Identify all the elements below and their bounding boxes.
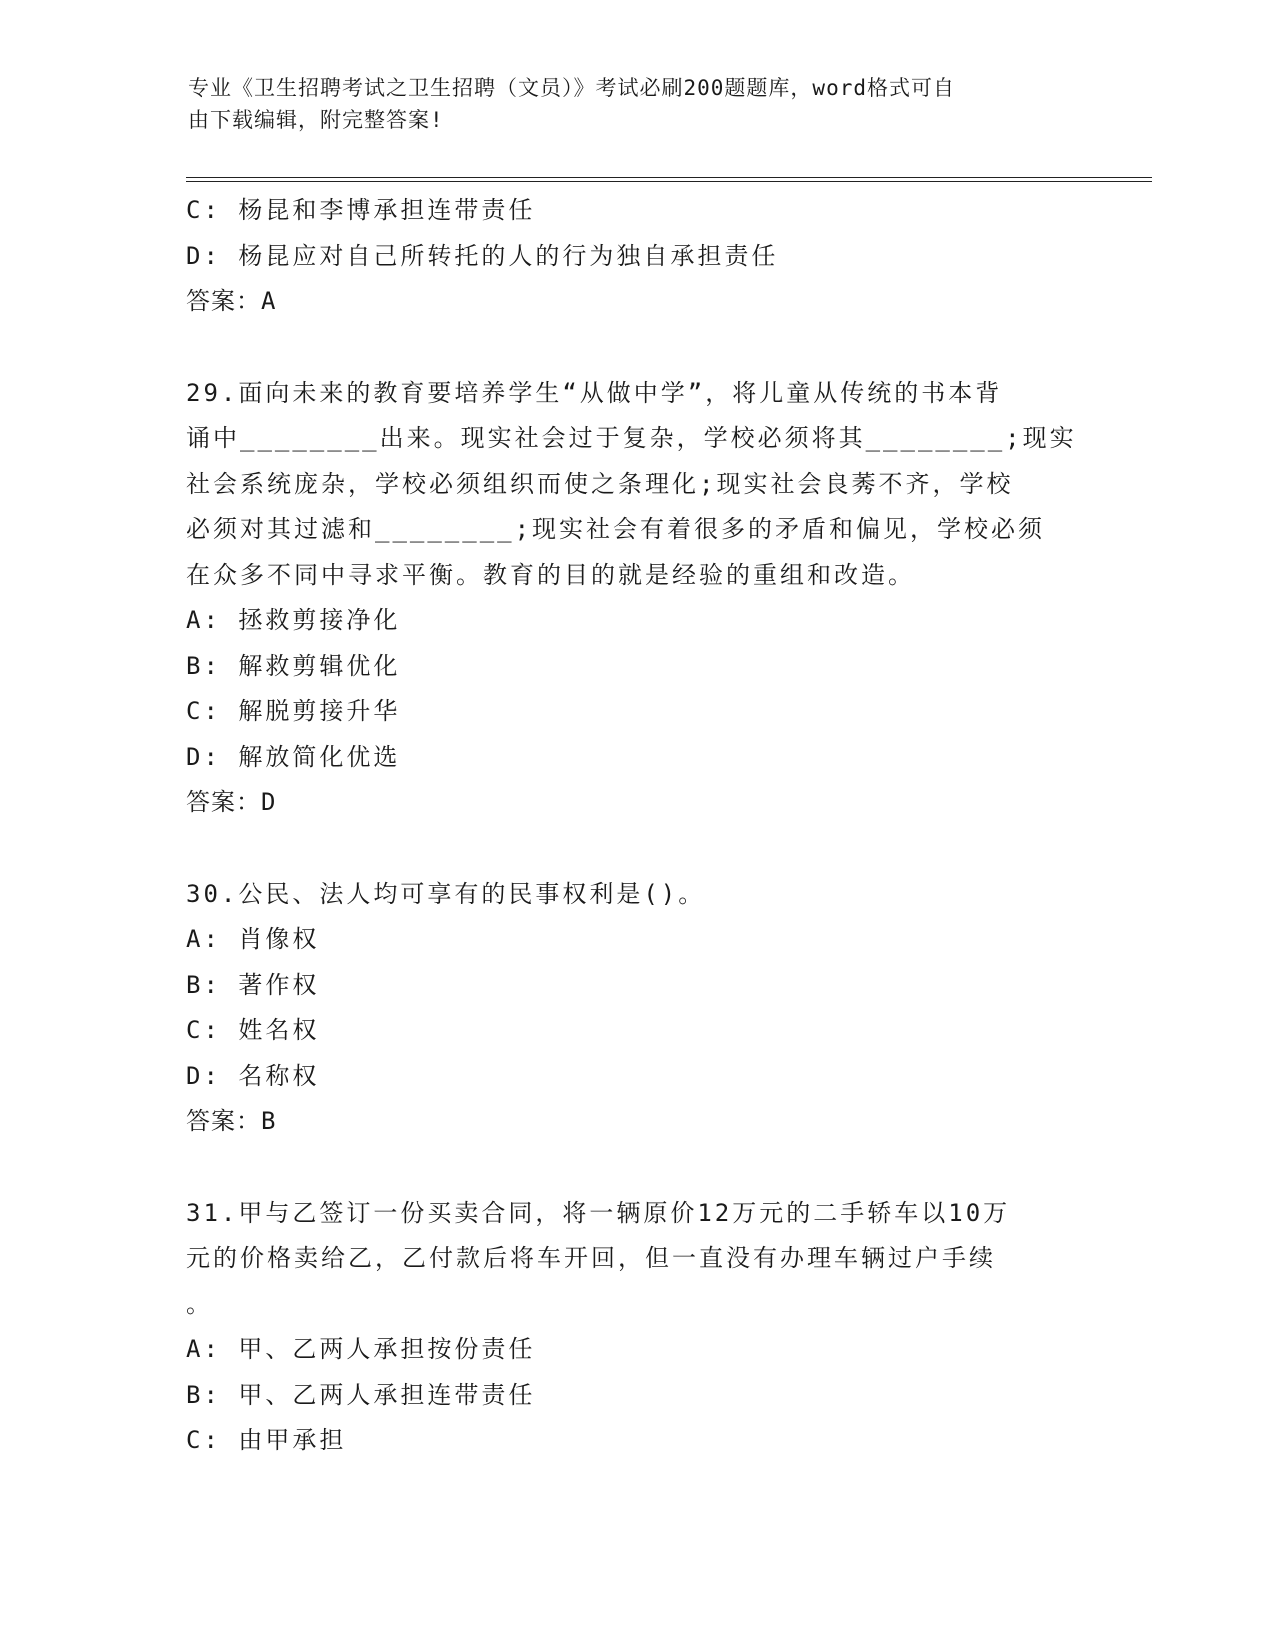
option-a (186, 1327, 1086, 1373)
option-text: 解放简化优选 (238, 742, 401, 771)
option-b (186, 1373, 1086, 1419)
answer-label: 答案： (186, 287, 261, 315)
option-key: C: (186, 1016, 221, 1044)
option-text: 名称权 (238, 1061, 320, 1090)
answer-value: D (261, 788, 279, 816)
option-text: 肖像权 (238, 925, 320, 953)
header-line-2: 由下载编辑，附完整答案! (188, 108, 444, 132)
option-d (186, 735, 1086, 781)
option-key: A: (186, 1335, 221, 1363)
option-c (186, 689, 1086, 735)
option-b (186, 644, 1086, 690)
question-28-tail (186, 188, 1086, 325)
option-text: 甲、乙两人承担按份责任 (238, 1335, 536, 1363)
option-text: 甲、乙两人承担连带责任 (238, 1380, 536, 1409)
option-c (186, 1008, 1086, 1054)
option-key: D: (186, 742, 221, 771)
option-key: C: (186, 1426, 221, 1454)
question-31 (186, 1191, 1086, 1464)
option-key: B: (186, 970, 221, 999)
question-text-line: 社会系统庞杂，学校必须组织而使之条理化;现实社会良莠不齐，学校 (186, 469, 1014, 498)
option-a (186, 598, 1086, 644)
answer (186, 279, 1086, 325)
option-key: C: (186, 196, 221, 224)
option-key: D: (186, 1061, 221, 1090)
option-key: A: (186, 606, 221, 634)
answer-label: 答案： (186, 788, 261, 816)
option-a (186, 917, 1086, 963)
answer-label: 答案： (186, 1107, 261, 1135)
header-line-1: 专业《卫生招聘考试之卫生招聘（文员）》考试必刷200题题库，word格式可自 (188, 76, 955, 100)
option-text: 姓名权 (238, 1016, 320, 1044)
option-d (186, 1054, 1086, 1100)
answer (186, 1099, 1086, 1145)
question-30 (186, 872, 1086, 1145)
option-text: 杨昆和李博承担连带责任 (238, 196, 536, 224)
option-key: C: (186, 697, 221, 725)
question-text-line: 。 (186, 1289, 213, 1318)
option-text: 由甲承担 (238, 1426, 347, 1454)
answer-value: A (261, 287, 279, 315)
option-c (186, 1418, 1086, 1464)
option-key: B: (186, 651, 221, 680)
question-text-line: 在众多不同中寻求平衡。教育的目的就是经验的重组和改造。 (186, 560, 915, 589)
option-key: D: (186, 241, 221, 270)
option-text: 杨昆应对自己所转托的人的行为独自承担责任 (238, 241, 779, 270)
question-29 (186, 371, 1086, 826)
option-key: A: (186, 925, 221, 953)
question-text-line: 诵中________出来。现实社会过于复杂，学校必须将其________;现实 (186, 424, 1077, 452)
answer-value: B (261, 1107, 279, 1135)
option-c (186, 188, 1086, 234)
option-key: B: (186, 1380, 221, 1409)
question-text-line: 元的价格卖给乙，乙付款后将车开回，但一直没有办理车辆过户手续 (186, 1244, 996, 1272)
answer (186, 780, 1086, 826)
header-divider-top (186, 177, 1152, 178)
header-divider-bottom (186, 181, 1152, 182)
option-text: 解救剪辑优化 (238, 651, 401, 680)
option-text: 拯救剪接净化 (238, 606, 401, 634)
question-text-line: 30.公民、法人均可享有的民事权利是()。 (186, 879, 706, 908)
question-text-line: 必须对其过滤和________;现实社会有着很多的矛盾和偏见，学校必须 (186, 515, 1046, 543)
option-text: 著作权 (238, 970, 320, 999)
question-content (186, 188, 1086, 1464)
option-d (186, 234, 1086, 280)
question-text-line: 31.甲与乙签订一份买卖合同，将一辆原价12万元的二手轿车以10万 (186, 1198, 1011, 1227)
document-header (188, 72, 1078, 136)
option-b (186, 963, 1086, 1009)
option-text: 解脱剪接升华 (238, 697, 401, 725)
question-text-line: 29.面向未来的教育要培养学生“从做中学”，将儿童从传统的书本背 (186, 378, 1003, 407)
